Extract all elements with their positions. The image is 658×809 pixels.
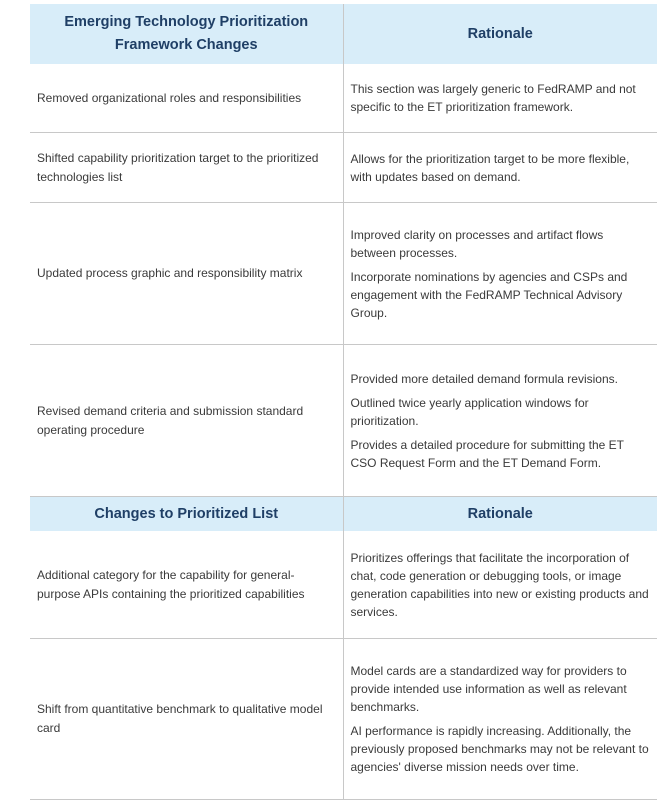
rationale-text: Provides a detailed procedure for submitting the ET CSO Request Form and the ET Demand Form.	[350, 437, 624, 470]
rationale-cell	[343, 639, 657, 800]
change-cell: Shift from quantitative benchmark to qualitative model card	[30, 639, 343, 800]
rationale-cell	[343, 345, 657, 497]
header-prioritized-list-changes: Changes to Prioritized List	[30, 497, 343, 532]
rationale-cell	[343, 64, 657, 133]
rationale-text: AI performance is rapidly increasing. Additionally, the previously proposed benchmarks may not be relevant to agencies' diverse mission needs over time.	[350, 724, 649, 774]
rationale-text: Outlined twice yearly application windows for prioritization.	[350, 395, 589, 428]
change-cell: Removed organizational roles and responsibilities	[30, 64, 343, 133]
rationale-text: Model cards are a standardized way for providers to provide intended use information as well as relevant benchmarks.	[350, 664, 627, 714]
rationale-cell	[343, 531, 657, 639]
change-cell: Shifted capability prioritization target to the prioritized technologies list	[30, 133, 343, 203]
rationale-text: Provided more detailed demand formula revisions.	[350, 371, 618, 386]
rationale-text: Incorporate nominations by agencies and CSPs and engagement with the FedRAMP Technical Advisory Group.	[350, 269, 628, 320]
rationale-cell	[343, 133, 657, 203]
rationale-text: Allows for the prioritization target to be more flexible, with updates based on demand.	[350, 151, 630, 184]
rationale-text: Prioritizes offerings that facilitate the incorporation of chat, code generation or debugging tools, or image generation capabilities into new or existing products and services.	[350, 550, 649, 619]
change-cell: Updated process graphic and responsibility matrix	[30, 203, 343, 345]
column-divider	[343, 4, 344, 799]
change-cell: Additional category for the capability for general-purpose APIs containing the prioritized capabilities	[30, 531, 343, 639]
header-rationale: Rationale	[343, 497, 657, 532]
change-cell: Revised demand criteria and submission standard operating procedure	[30, 345, 343, 497]
rationale-cell	[343, 203, 657, 345]
rationale-text: Improved clarity on processes and artifact flows between processes.	[350, 227, 604, 260]
header-rationale: Rationale	[343, 4, 657, 64]
rationale-text: This section was largely generic to FedRAMP and not specific to the ET prioritization framework.	[350, 82, 636, 114]
header-framework-changes: Emerging Technology Prioritization Framework Changes	[30, 4, 343, 64]
